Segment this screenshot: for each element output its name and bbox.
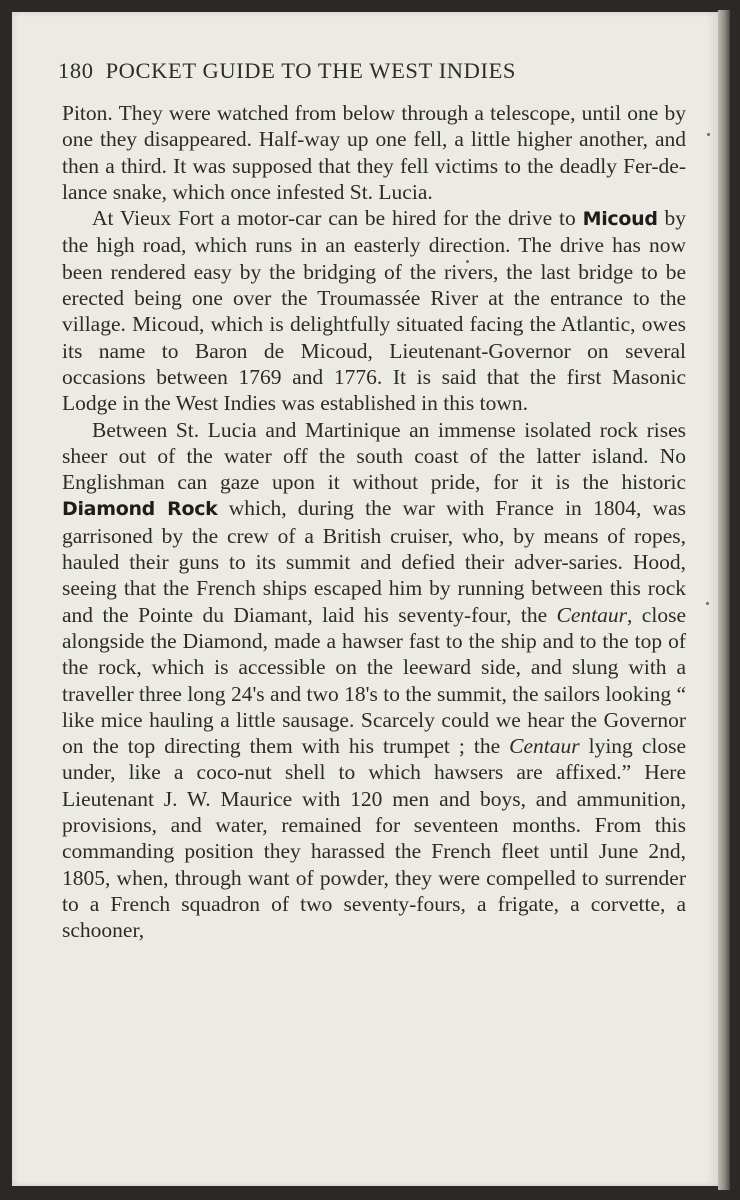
paragraph-text: by the high road, which runs in an easterly direction. The drive has now been rendered easy by the bridging of the rivers, the last bridge to be erected being one over the Troumassée River at the entrance to the village. Micoud, which is delightfully situated facing the Atlantic, owes its name to Baron de Micoud, Lieutenant-Governor on several occasions between 1769 and 1776. It is said that the first Masonic Lodge in the West Indies was established in this town. — [62, 206, 687, 416]
paragraph-text: Piton. They were watched from below through a telescope, until one by one they disappeared. Half-way up one fell, a little higher another, and then a third. It was supposed that they fell victims to the deadly Fer-de-lance snake, which once infested St. Lucia. — [62, 101, 686, 204]
italic-ship-name: Centaur — [556, 602, 628, 627]
paragraph-2 — [62, 205, 686, 416]
running-header — [58, 58, 698, 92]
paragraph-text: , close alongside the Diamond, made a hawser fast to the ship and to the top of the rock, which is accessible on the leeward side, and slung with a traveller three long 24's and two 18's to the summit, the sailors looking “ like mice hauling a little sausage. Scarcely could we hear the Governor on the top directing them with his trumpet ; the — [62, 602, 686, 759]
paragraph-text: lying close under, like a coco-nut shell to which hawsers are affixed.” Here Lieutenant J. W. Maurice with 120 men and boys, and ammunition, provisions, and water, remained for seventeen months. From this commanding position they harassed the French fleet until June 2nd, 1805, when, through want of powder, they were compelled to surrender to a French squadron of two seventy-fours, a frigate, a corvette, a schooner, — [62, 734, 686, 943]
page-edge-shadow — [718, 10, 730, 1190]
paragraph-text: At Vieux Fort a motor-car can be hired for the drive to — [92, 206, 583, 231]
paper-speck — [707, 133, 710, 136]
bold-place-name: Micoud — [582, 208, 658, 231]
paragraph-1 — [62, 100, 686, 205]
page-body — [62, 100, 686, 944]
bold-place-name: Diamond Rock — [62, 498, 218, 521]
paragraph-3 — [62, 417, 686, 944]
paragraph-text: which, during the war with France in 1804, was garrisoned by the crew of a British cruiser, who, by means of ropes, hauled their guns to its summit and defied their adver-saries. Hood, seeing that the French ships escaped him by running between this rock and the Pointe du Diamant, laid his seventy-four, the — [62, 496, 686, 627]
running-title: POCKET GUIDE TO THE WEST INDIES — [105, 58, 517, 83]
italic-ship-name: Centaur — [509, 734, 580, 759]
paper-speck — [706, 602, 709, 605]
page-number: 180 — [58, 58, 94, 83]
paragraph-text: Between St. Lucia and Martinique an immense isolated rock rises sheer out of the water off the south coast of the latter island. No Englishman can gaze upon it without pride, for it is the historic — [62, 417, 686, 495]
